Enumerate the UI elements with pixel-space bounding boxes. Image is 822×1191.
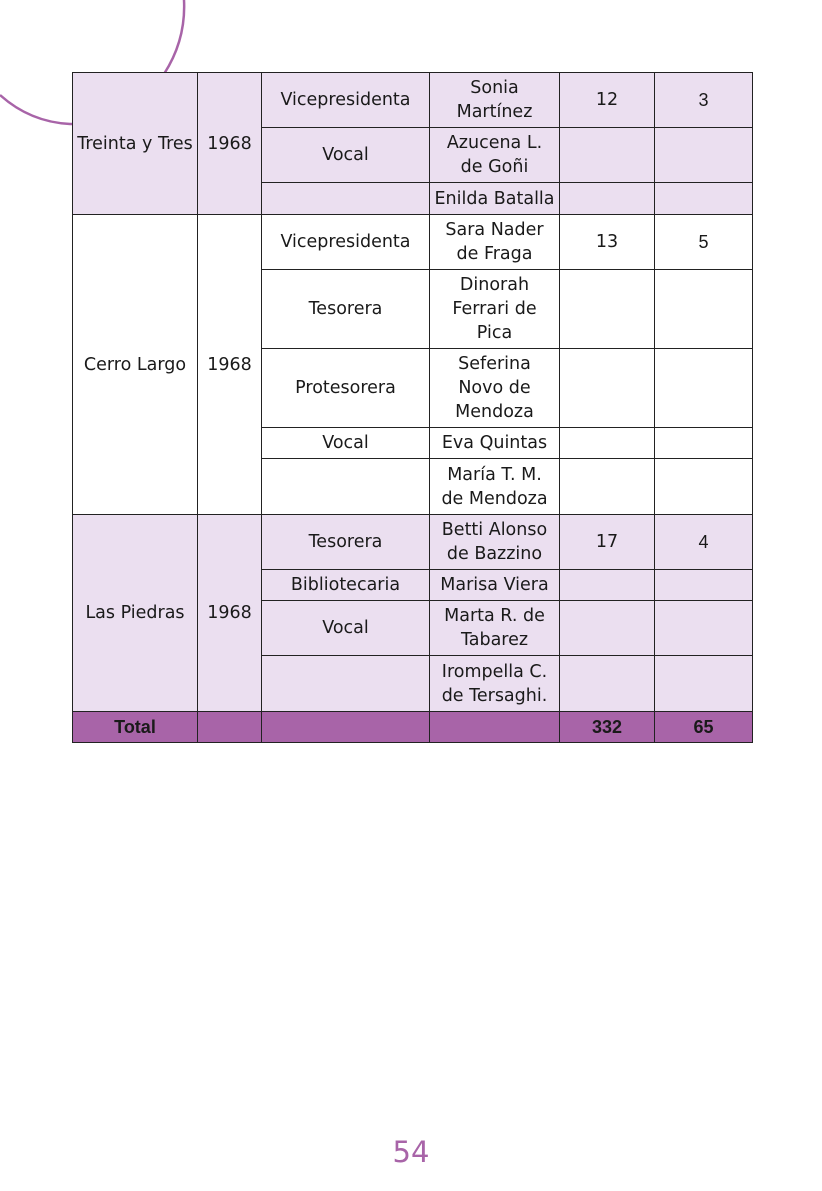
role-cell: Vocal bbox=[262, 128, 430, 183]
total-empty-cell bbox=[430, 712, 560, 743]
count-cell bbox=[560, 570, 655, 601]
role-cell: Vocal bbox=[262, 601, 430, 656]
count-cell bbox=[560, 656, 655, 712]
name-cell: Eva Quintas bbox=[430, 428, 560, 459]
count-cell bbox=[655, 349, 753, 428]
role-cell bbox=[262, 656, 430, 712]
count-cell bbox=[655, 270, 753, 349]
year-cell: 1968 bbox=[198, 215, 262, 515]
role-cell: Vocal bbox=[262, 428, 430, 459]
name-cell: Sonia Martínez bbox=[430, 73, 560, 128]
count-cell bbox=[560, 128, 655, 183]
role-cell bbox=[262, 459, 430, 515]
count-cell bbox=[560, 349, 655, 428]
name-cell: Enilda Batalla bbox=[430, 183, 560, 215]
table-row bbox=[73, 215, 753, 270]
role-cell: Vicepresidenta bbox=[262, 215, 430, 270]
count-cell bbox=[655, 428, 753, 459]
total-label: Total bbox=[73, 712, 198, 743]
name-cell: Sara Nader de Fraga bbox=[430, 215, 560, 270]
name-cell: Irompella C. de Tersaghi. bbox=[430, 656, 560, 712]
count-cell bbox=[560, 183, 655, 215]
place-cell: Treinta y Tres bbox=[73, 73, 198, 215]
count-cell: 13 bbox=[560, 215, 655, 270]
table-row bbox=[73, 73, 753, 128]
count-cell bbox=[560, 459, 655, 515]
count-cell: 17 bbox=[560, 515, 655, 570]
place-cell: Las Piedras bbox=[73, 515, 198, 712]
count-cell: 4 bbox=[655, 515, 753, 570]
count-cell bbox=[655, 656, 753, 712]
name-cell: Betti Alonso de Bazzino bbox=[430, 515, 560, 570]
total-count-cell: 332 bbox=[560, 712, 655, 743]
role-cell: Tesorera bbox=[262, 515, 430, 570]
count-cell bbox=[655, 128, 753, 183]
name-cell: Marisa Viera bbox=[430, 570, 560, 601]
page-number: 54 bbox=[392, 1135, 430, 1169]
delegates-table bbox=[72, 72, 753, 743]
count-cell bbox=[560, 601, 655, 656]
count-cell bbox=[655, 601, 753, 656]
count-cell bbox=[655, 459, 753, 515]
role-cell: Vicepresidenta bbox=[262, 73, 430, 128]
count-cell: 3 bbox=[655, 73, 753, 128]
total-row bbox=[73, 712, 753, 743]
total-count-cell: 65 bbox=[655, 712, 753, 743]
place-cell: Cerro Largo bbox=[73, 215, 198, 515]
name-cell: Marta R. de Tabarez bbox=[430, 601, 560, 656]
total-empty-cell bbox=[262, 712, 430, 743]
count-cell bbox=[560, 428, 655, 459]
count-cell bbox=[655, 570, 753, 601]
total-empty-cell bbox=[198, 712, 262, 743]
table-row bbox=[73, 515, 753, 570]
count-cell: 5 bbox=[655, 215, 753, 270]
count-cell bbox=[560, 270, 655, 349]
name-cell: María T. M. de Mendoza bbox=[430, 459, 560, 515]
role-cell bbox=[262, 183, 430, 215]
role-cell: Protesorera bbox=[262, 349, 430, 428]
year-cell: 1968 bbox=[198, 73, 262, 215]
name-cell: Dinorah Ferrari de Pica bbox=[430, 270, 560, 349]
count-cell: 12 bbox=[560, 73, 655, 128]
name-cell: Seferina Novo de Mendoza bbox=[430, 349, 560, 428]
name-cell: Azucena L. de Goñi bbox=[430, 128, 560, 183]
year-cell: 1968 bbox=[198, 515, 262, 712]
count-cell bbox=[655, 183, 753, 215]
role-cell: Bibliotecaria bbox=[262, 570, 430, 601]
role-cell: Tesorera bbox=[262, 270, 430, 349]
